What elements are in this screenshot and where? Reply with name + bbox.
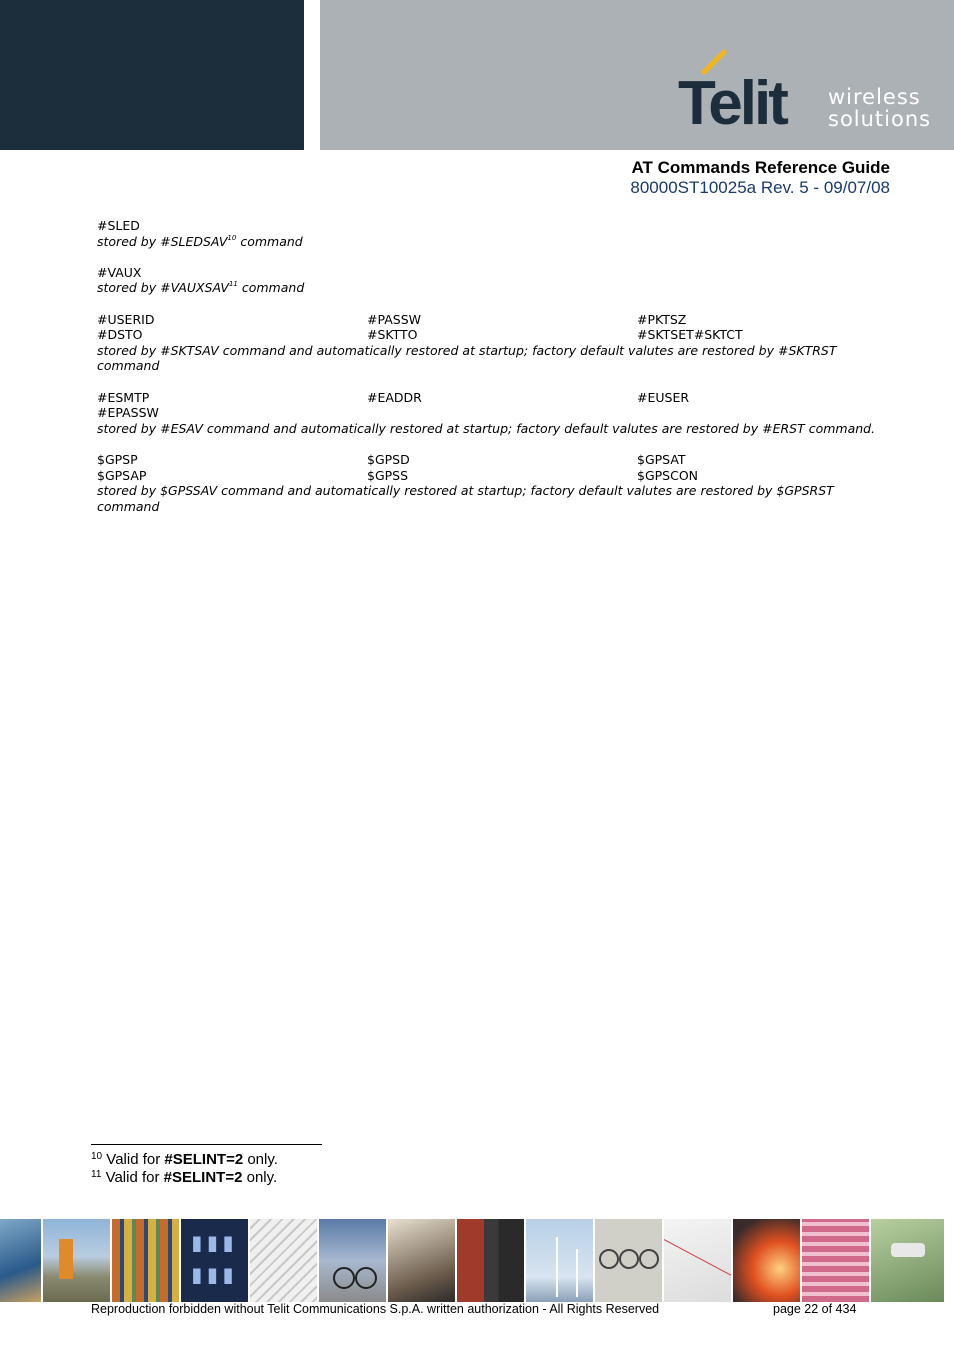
document-revision: 80000ST10025a Rev. 5 - 09/07/08: [630, 178, 890, 197]
photo-meters: [595, 1219, 662, 1302]
command-vaux: #VAUX: [97, 264, 142, 280]
note-gps: stored by $GPSSAV command and automatically restored at startup; factory default valutes are restored by $GPSRST command: [97, 483, 834, 514]
page-number: page 22 of 434: [773, 1302, 857, 1316]
footnote-10: $^{10}$ Valid for #SELINT=2 only.: [91, 1151, 278, 1168]
footer-copyright: Reproduction forbidden without Telit Communications S.p.A. written authorization - All Rights Reserved: [91, 1302, 660, 1316]
svg-text:Telit: Telit: [678, 69, 786, 138]
command-row: #DSTO #SKTTO #SKTSET#SKTCT: [97, 327, 743, 343]
footnote-ref-10[interactable]: 10: [227, 233, 237, 242]
note-sled: stored by #SLEDSAV$^{10}$ command: [97, 233, 303, 249]
footnotes: [91, 1151, 278, 1187]
svg-text:wireless: wireless: [828, 85, 921, 109]
photo-wind-turbines: [526, 1219, 593, 1302]
document-body: [97, 218, 877, 514]
photo-car: [0, 1219, 41, 1302]
telit-logo: [676, 48, 936, 138]
note-email: stored by #ESAV command and automatically restored at startup; factory default valutes are restored by #ERST command.: [97, 420, 876, 436]
command-row: #EPASSW: [97, 405, 159, 421]
photo-lights: [733, 1219, 800, 1302]
photo-printing: [802, 1219, 869, 1302]
photo-digital-clock: ▮▮▮ ▮▮▮: [181, 1219, 248, 1302]
document-title: AT Commands Reference Guide: [631, 158, 890, 177]
note-vaux: stored by #VAUXSAV$^{11}$ command: [97, 280, 305, 296]
photo-containers: [112, 1219, 179, 1302]
header-dark-panel: [0, 0, 304, 150]
footnote-divider: [91, 1144, 322, 1145]
footnote-11: $^{11}$ Valid for #SELINT=2 only.: [91, 1169, 278, 1186]
command-row: $GPSAP $GPSS $GPSCON: [97, 467, 699, 483]
command-row: #USERID #PASSW #PKTSZ: [97, 311, 687, 327]
command-row: $GPSP $GPSD $GPSAT: [97, 451, 686, 467]
command-row: #ESMTP #EADDR #EUSER: [97, 389, 690, 405]
photo-keyboard: [250, 1219, 317, 1302]
photo-card-reader: [388, 1219, 455, 1302]
photo-vending: [457, 1219, 524, 1302]
svg-text:solutions: solutions: [828, 107, 932, 131]
photo-phone-booth: [43, 1219, 110, 1302]
photo-cctv-camera: [871, 1219, 944, 1302]
note-skt: stored by #SKTSAV command and automatically restored at startup; factory default valutes are restored by #SKTRST command: [97, 342, 837, 374]
photo-laser-line: [664, 1219, 731, 1302]
photo-strip: [0, 1219, 954, 1302]
footnote-ref-11[interactable]: 11: [228, 280, 238, 289]
photo-cyclist: [319, 1219, 386, 1302]
command-sled: #SLED: [97, 218, 140, 233]
